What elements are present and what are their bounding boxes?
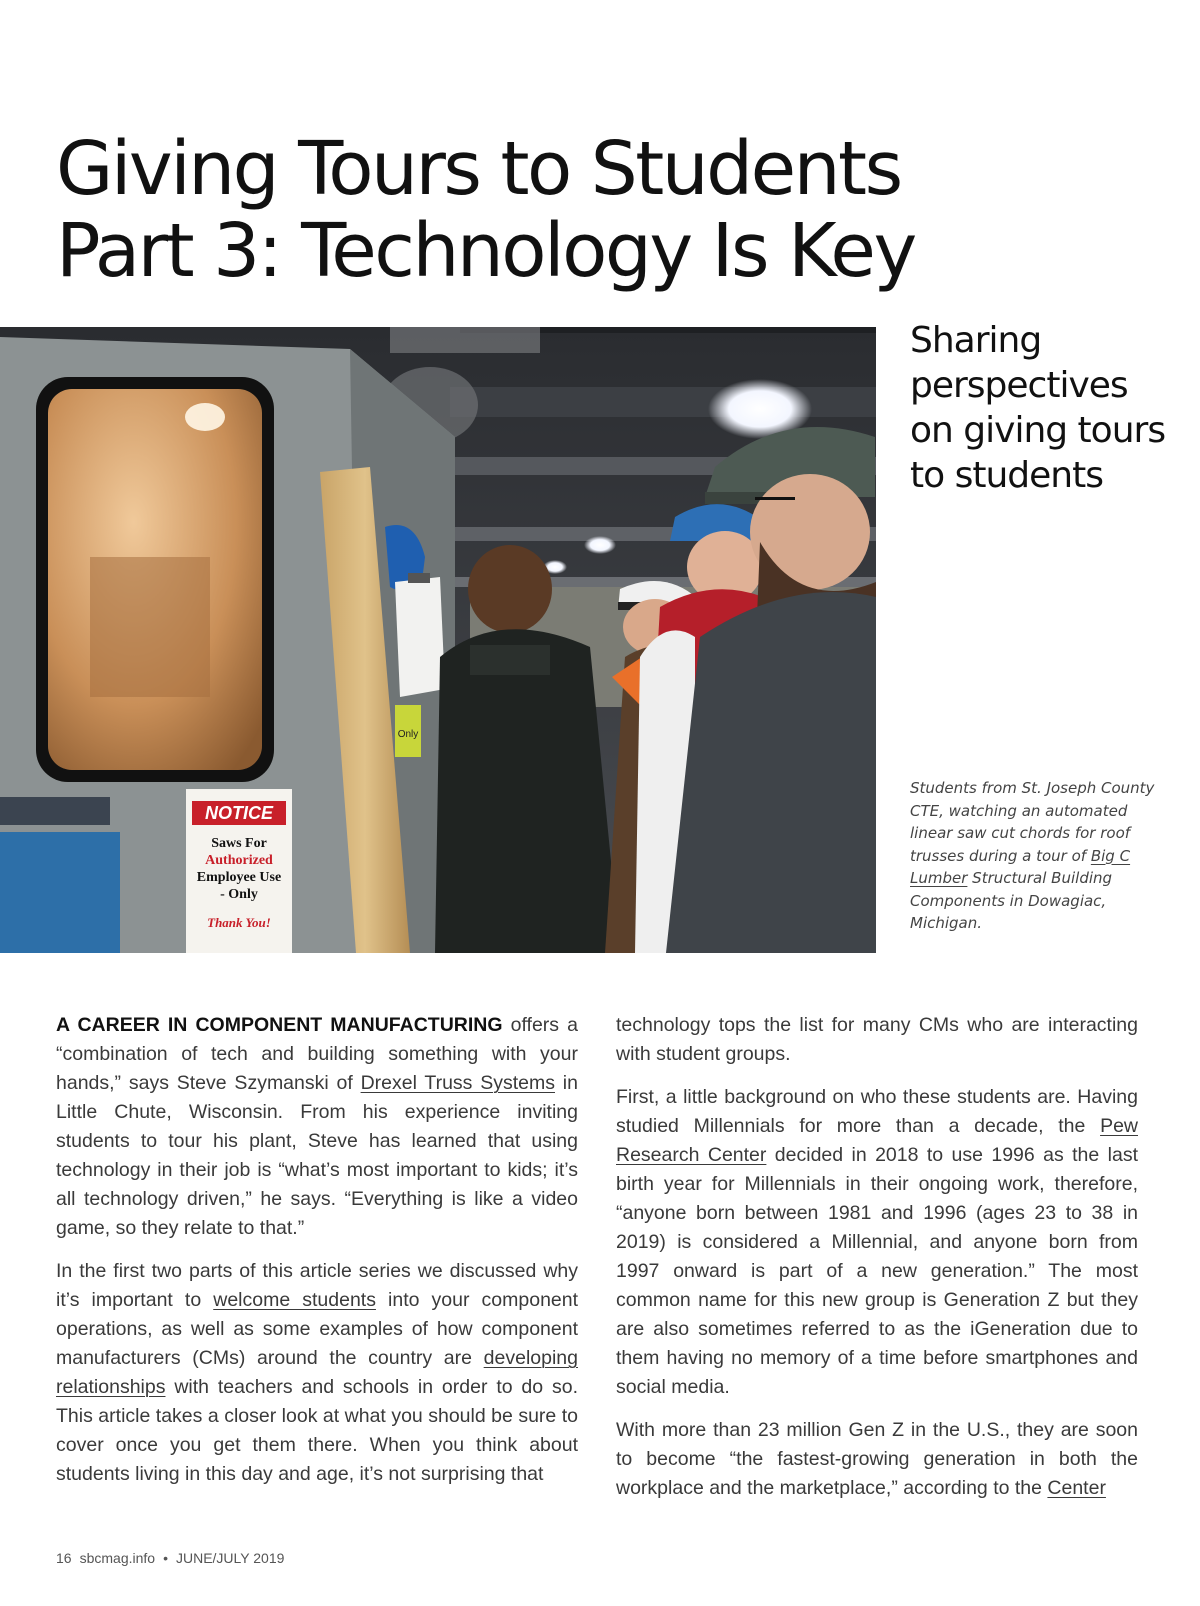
caption-text-after: Structural Building Components in Dowagiac, Michigan. bbox=[910, 869, 1113, 932]
p1-text-1: offers a “combination of tech and building something with your hands,” says Steve Szymanski of bbox=[56, 1014, 578, 1094]
article-deck: Sharing perspectives on giving tours to students bbox=[910, 320, 1166, 496]
title-line-1: Giving Tours to Students bbox=[56, 126, 901, 212]
link-developing-relationships[interactable]: developing relationships bbox=[56, 1347, 578, 1398]
page-footer bbox=[56, 1550, 292, 1566]
notice-line-4: - Only bbox=[220, 887, 258, 902]
notice-line-2: Authorized bbox=[205, 853, 273, 868]
paragraph-3: technology tops the list for many CMs who are interacting with student groups. bbox=[616, 1014, 1138, 1065]
paragraph-5 bbox=[616, 1416, 1138, 1503]
link-pew-research-center[interactable]: Pew Research Center bbox=[616, 1115, 1138, 1166]
notice-line-5: Thank You! bbox=[207, 915, 271, 930]
footer-site[interactable]: sbcmag.info bbox=[79, 1550, 156, 1566]
title-line-2: Part 3: Technology Is Key bbox=[56, 208, 915, 294]
footer-bullet: • bbox=[163, 1550, 168, 1566]
notice-line-3: Employee Use bbox=[196, 870, 282, 885]
page-number: 16 bbox=[56, 1550, 72, 1566]
p5-text-1: With more than 23 million Gen Z in the U.S., they are soon to become “the fastest-growing generation in both the workplace and the marketplace,” according to the bbox=[616, 1419, 1138, 1499]
link-drexel-truss-systems[interactable]: Drexel Truss Systems bbox=[360, 1072, 555, 1094]
p1-text-2: in Little Chute, Wisconsin. From his experience inviting students to tour his plant, Steve has learned that using technology in their job is “what’s most important to kids; it’s all technology driven,” he says. “Everything is like a video game, so they relate to that.” bbox=[56, 1072, 578, 1239]
photo-caption bbox=[910, 777, 1165, 935]
link-welcome-students[interactable]: welcome students bbox=[213, 1289, 376, 1311]
paragraph-4 bbox=[616, 1083, 1138, 1402]
p4-text-1: First, a little background on who these students are. Having studied Millennials for more than a decade, the bbox=[616, 1086, 1138, 1137]
caption-text-before: Students from St. Joseph County CTE, watching an automated linear saw cut chords for roof trusses during a tour of bbox=[910, 779, 1155, 865]
notice-title: NOTICE bbox=[204, 803, 274, 823]
paragraph-1 bbox=[56, 1011, 578, 1243]
notice-line-1: Saws For bbox=[211, 836, 267, 851]
p2-text-2: into your component operations, as well as some examples of how component manufacturers (CMs) around the country are bbox=[56, 1289, 579, 1369]
body-column-right bbox=[616, 1011, 1138, 1517]
caption-link-big-c-lumber[interactable]: Big C Lumber bbox=[910, 846, 1131, 887]
sticker-text: Only bbox=[397, 729, 419, 740]
article-title bbox=[56, 128, 1016, 292]
p4-text-2: decided in 2018 to use 1996 as the last birth year for Millennials in their ongoing work, therefore, “anyone born between 1981 and 1996 (ages 23 to 38 in 2019) is considered a Millennial, and anyone born from 1997 onward is part of a new generation.” The most common name for this new group is Generation Z but they are also sometimes referred to as the iGeneration due to them having no memory of a time before smartphones and social media. bbox=[616, 1144, 1138, 1398]
paragraph-2 bbox=[56, 1257, 578, 1489]
footer-issue: JUNE/JULY 2019 bbox=[175, 1550, 285, 1566]
body-column-left bbox=[56, 1011, 578, 1503]
p2-text-3: with teachers and schools in order to do so. This article takes a closer look at what you should be sure to cover once you get them there. When you think about students living in this day and age, it’s not surprising that bbox=[56, 1376, 578, 1485]
p2-text-1: In the first two parts of this article series we discussed why it’s important to bbox=[56, 1260, 578, 1311]
article-photo bbox=[0, 327, 876, 953]
link-center[interactable]: Center bbox=[1047, 1477, 1106, 1499]
lead-in: A CAREER IN COMPONENT MANUFACTURING bbox=[56, 1014, 503, 1036]
